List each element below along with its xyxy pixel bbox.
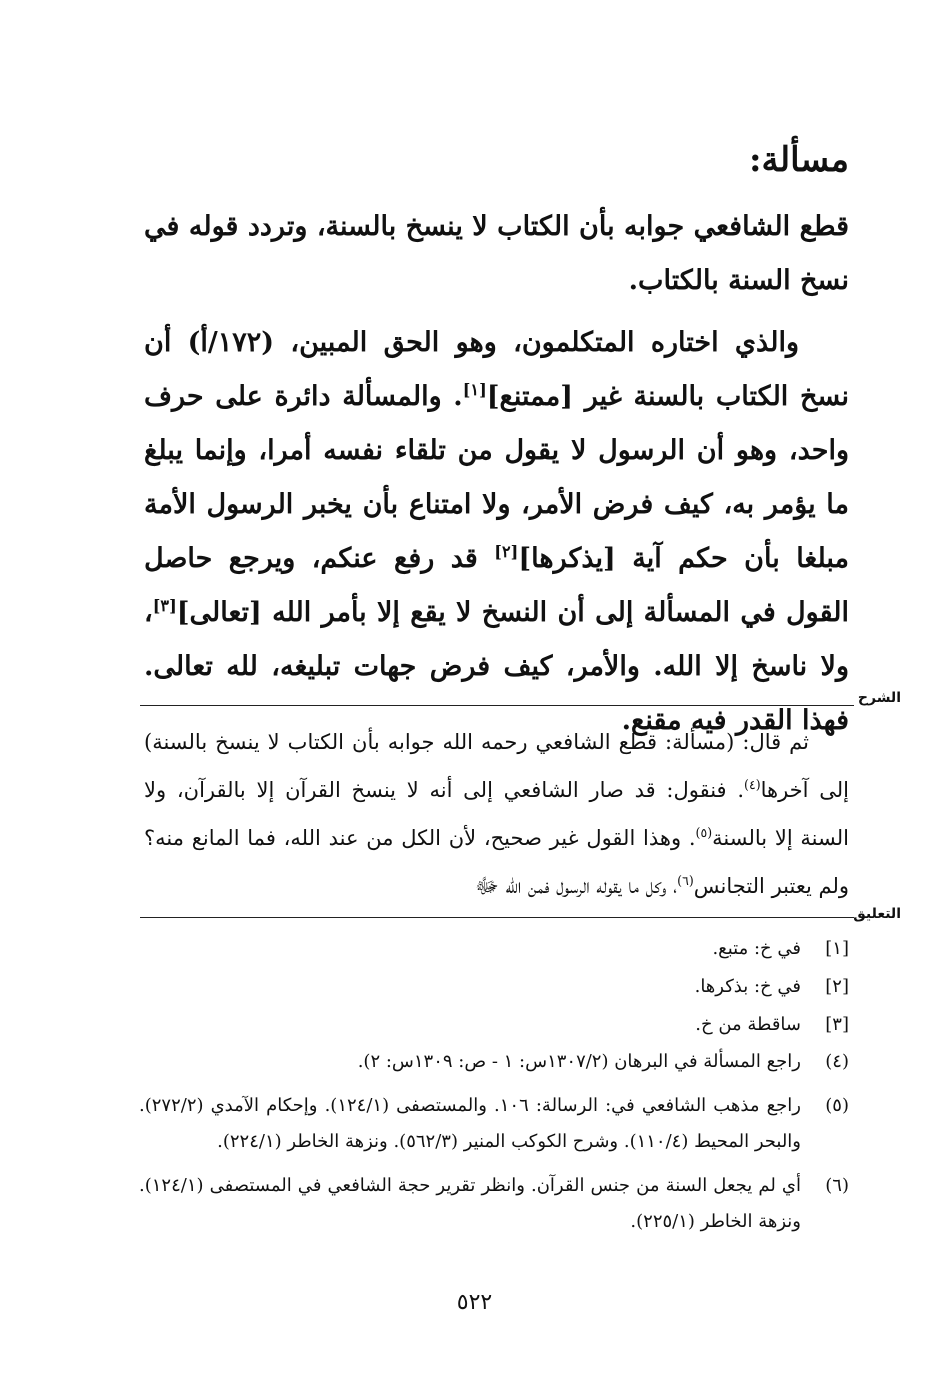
footnote-number: [٢] [825,976,849,997]
notes-label: التعليق [853,906,901,922]
footnote-number: (٦) [825,1175,849,1196]
footnote-text: في خ: متبع. [712,938,801,959]
footnote-item [139,1168,849,1240]
footnote-number: (٥) [825,1095,849,1116]
footnote-item [139,1006,849,1044]
commentary-label: الشرح [857,690,901,706]
footnote-ref-1[interactable]: [١] [462,380,487,399]
footnote-text: ساقطة من خ. [695,1014,801,1035]
main-text-segment: . والمسألة دائرة على حرف واحد، وهو أن الرسول لا يقول من تلقاء نفسه أمرا، وإنما يبلغ ما يؤمر به، كيف فرض الأمر، ولا امتناع بأن يخبر الرسول الأمة مبلغا بأن حكم آية [يذكرها] [144,381,849,574]
footnote-item [139,1088,849,1160]
footnote-number: (٤) [825,1051,849,1072]
footnote-ref-5[interactable]: (٥) [695,825,713,840]
commentary-segment: . وهذا القول غير صحيح، لأن الكل من عند الله، فما المانع منه؟ ولم يعتبر التجانس [144,826,849,898]
main-text [144,200,849,756]
footnote-number: [٣] [825,1014,849,1035]
main-paragraph-2 [144,316,849,748]
footnote-item [139,968,849,1006]
commentary-segment: ثم قال: (مسألة: قطع الشافعي رحمه الله جوابه بأن الكتاب لا ينسخ بالسنة) إلى آخرها [144,730,849,802]
footnote-text: راجع المسألة في البرهان (١٣٠٧/٢س: ١ - ص: ١٣٠٩س: ٢). [357,1051,801,1072]
footnote-ref-4[interactable]: (٤) [744,777,761,792]
footnote-number: [١] [825,938,849,959]
commentary-segment: . فنقول: قد صار الشافعي إلى أنه لا ينسخ القرآن إلا بالقرآن، ولا السنة إلا بالسنة [144,778,849,850]
section-heading: مسألة: [748,140,849,180]
footnote-ref-2[interactable]: [٢] [494,542,519,561]
main-paragraph-1: قطع الشافعي جوابه بأن الكتاب لا ينسخ بالسنة، وتردد قوله في نسخ السنة بالكتاب. [144,211,849,296]
page-number: ٥٢٢ [456,1290,493,1315]
footnote-ref-3[interactable]: [٣] [152,596,177,615]
footnote-item [139,930,849,968]
footnote-text: أي لم يجعل السنة من جنس القرآن. وانظر تقرير حجة الشافعي في المستصفى (١٢٤/١). ونزهة الخاطر (٢٢٥/١). [139,1175,801,1232]
footnote-text: في خ: بذكرها. [694,976,801,997]
commentary-divider [140,705,854,706]
commentary-text [144,718,849,910]
main-text-segment: ، ولا ناسخ إلا الله. والأمر، كيف فرض جهات تبليغه، لله تعالى. فهذا القدر فيه مقنع. [144,597,849,736]
main-text-segment: والذي اختاره المتكلمون، وهو الحق المبين، (١٧٢/أ) أن نسخ الكتاب بالسنة غير [ممتنع] [144,327,849,412]
footnote-item [139,1044,849,1080]
footnote-text: راجع مذهب الشافعي في: الرسالة: ١٠٦. والمستصفى (١٢٤/١). وإحكام الآمدي (٢٧٢/٢). والبحر المحيط (١١٠/٤). وشرح الكوكب المنير (٥٦٢/٣). ونزهة الخاطر (٢٢٤/١). [139,1095,801,1152]
footnotes-list [139,930,849,1248]
commentary-segment: ، وكل ما يقوله الرسول فمن الله ﷻ [475,874,678,898]
notes-divider [140,917,854,918]
footnote-ref-6[interactable]: (٦) [677,873,694,888]
main-text-segment: قد رفع عنكم، ويرجع حاصل القول في المسألة إلى أن النسخ لا يقع إلا بأمر الله [تعالى] [144,543,849,628]
